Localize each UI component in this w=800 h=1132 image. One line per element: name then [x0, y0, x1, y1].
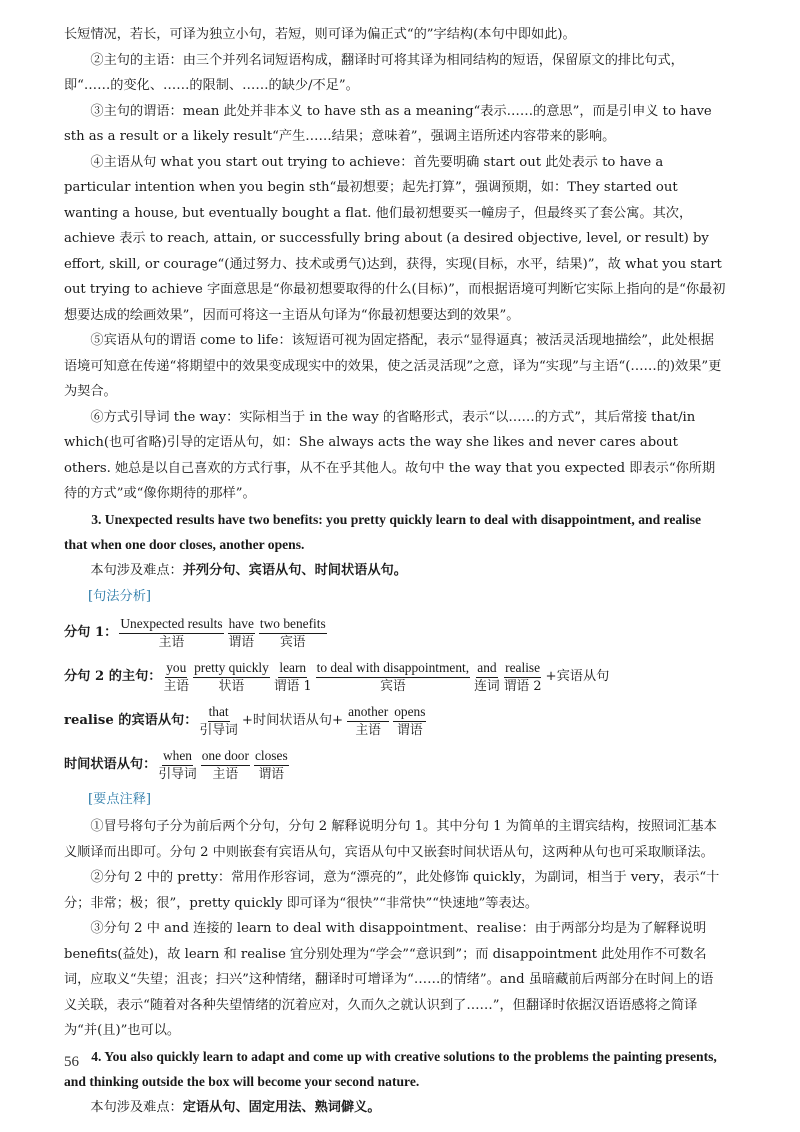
segment-word: pretty quickly [193, 658, 270, 678]
syntax-segment [199, 702, 237, 740]
segment-word: Unexpected results [119, 614, 223, 634]
syntax-row-label: realise 的宾语从句： [64, 712, 198, 728]
segment-word: closes [254, 746, 289, 766]
syntax-analysis [64, 614, 726, 786]
key-note-2: ②分句 2 中的 pretty：常用作形容词，意为“漂亮的”，此处修饰 quickly，为副词，相当于 very，表示“十分；非常；极；很”，pretty quickly 即可译为“很快”“非常快”“快速地”等表达。 [64, 870, 720, 911]
segment-word: one door [201, 746, 250, 766]
page-number: 56 [64, 1054, 79, 1070]
syntax-row-label: 分句 2 的主句： [64, 668, 162, 684]
segment-word: to deal with disappointment, [316, 658, 470, 678]
syntax-row [64, 702, 726, 742]
segment-word: two benefits [259, 614, 327, 634]
segment-role: 主语 [158, 634, 185, 650]
syntax-segment [259, 614, 327, 652]
segment-word: have [228, 614, 255, 634]
syntax-segment [504, 658, 542, 696]
syntax-analysis-heading: [句法分析] [88, 589, 152, 604]
syntax-segment [163, 658, 189, 696]
segment-word: opens [393, 702, 426, 722]
syntax-row-label: 分句 1： [64, 624, 118, 640]
syntax-row [64, 614, 726, 654]
syntax-segment [228, 614, 255, 652]
syntax-segment [201, 746, 250, 784]
paragraph-continued: 长短情况，若长，可译为独立小句，若短，则可译为偏正式“的”字结构(本句中即如此)。 [64, 27, 576, 42]
segment-role: 引导词 [199, 722, 238, 738]
segment-role: 谓语 2 [503, 678, 542, 694]
segment-role: 谓语 [258, 766, 285, 782]
segment-role: 谓语 [228, 634, 255, 650]
note-4-subject-clause: ④主语从句 what you start out trying to achieve：首先要明确 start out 此处表示 to have a particular intention when you begin sth“最初想要；起先打算”，强调预期，如：They started out wanting a house, but eventually bought a flat. 他们最初想要买一幢房子，但最终买了套公寓。其次，achieve 表示 to reach, attain, or successfully bring about (a desired objective, level, or result) by effort, skill, or courage“(通过努力、技术或勇气)达到，获得，实现(目标，水平，结果)”，故 what you start out trying to achieve 字面意思是“你最初想要取得的什么(目标)”，而根据语境可判断它实际上指向的是“你最初想要达成的绘画效果”，因而可将这一主语从句译为“你最初想要达到的效果”。 [64, 154, 726, 323]
segment-role: 引导词 [158, 766, 197, 782]
syntax-segment [316, 658, 470, 696]
key-notes-heading: [要点注释] [88, 791, 152, 807]
key-note-1: ①冒号将句子分为前后两个分句，分句 2 解释说明分句 1。其中分句 1 为简单的主谓宾结构，按照词汇基本义顺译而出即可。分句 2 中则嵌套有宾语从句，宾语从句中又嵌套时间状语从句，这两种从句也可采取顺译法。 [64, 819, 717, 860]
syntax-connector: +时间状语从句+ [241, 712, 344, 728]
syntax-segment [393, 702, 426, 740]
segment-word: you [165, 658, 187, 678]
syntax-segment [119, 614, 223, 652]
segment-role: 谓语 1 [273, 678, 312, 694]
segment-word: when [162, 746, 193, 766]
segment-word: learn [278, 658, 307, 678]
difficulty-points: 并列分句、宾语从句、时间状语从句。 [182, 562, 407, 578]
syntax-segment [254, 746, 289, 784]
key-note-3: ③分句 2 中 and 连接的 learn to deal with disappointment、realise：由于两部分均是为了解释说明 benefits(益处)，故 learn 和 realise 宜分别处理为“学会”“意识到”；而 disappointment 此处用作不可数名词，应取义“失望；沮丧；扫兴”这种情绪，翻译时可增译为“……的情绪”。and 虽暗藏前后两部分在时间上的语义关联，表示“随着对各种失望情绪的沉着应对，久而久之就认识到了……”，但翻译时依据汉语语感将之简译为“并(且)”也可以。 [64, 921, 714, 1038]
segment-word: that [208, 702, 230, 722]
segment-role: 主语 [163, 678, 190, 694]
note-6-the-way: ⑥方式引导词 the way：实际相当于 in the way 的省略形式，表示“以……的方式”，其后常接 that/in which(也可省略)引导的定语从句，如：She always acts the way she likes and never cares about others. 她总是以自己喜欢的方式行事，从不在乎其他人。故句中 the way that you expected 即表示“你所期待的方式”或“像你期待的那样”。 [64, 409, 716, 501]
syntax-segment [274, 658, 312, 696]
syntax-row-label: 时间状语从句： [64, 756, 157, 772]
segment-role: 主语 [355, 722, 381, 738]
note-5-object-clause: ⑤宾语从句的谓语 come to life：该短语可视为固定搭配，表示“显得逼真；被活灵活现地描绘”，此处根据语境可知意在传递“将期望中的效果变成现实中的效果，使之活灵活现”之意，译为“实现”与主语“(……的)效果”更为契合。 [64, 333, 722, 399]
segment-role: 状语 [218, 678, 245, 694]
syntax-row [64, 658, 726, 698]
syntax-segment [347, 702, 389, 740]
syntax-segment [158, 746, 196, 784]
sentence-4: 4. You also quickly learn to adapt and come up with creative solutions to the problems the painting presents, and thinking outside the box will become your second nature. [64, 1048, 717, 1089]
syntax-connector: +宾语从句 [545, 668, 610, 684]
segment-role: 宾语 [280, 634, 306, 650]
segment-role: 连词 [474, 678, 500, 694]
note-2-subject: ②主句的主语：由三个并列名词短语构成，翻译时可将其译为相同结构的短语，保留原文的排比句式，即“……的变化、……的限制、……的缺少/不足”。 [64, 52, 684, 93]
sentence-3: 3. Unexpected results have two benefits: you pretty quickly learn to deal with disappointment, and realise that when one door closes, another opens. [64, 511, 702, 552]
difficulty-line-3 [64, 558, 726, 584]
difficulty-label: 本句涉及难点： [90, 1099, 183, 1115]
difficulty-label: 本句涉及难点： [90, 562, 183, 578]
syntax-segment [474, 658, 500, 696]
segment-word: another [347, 702, 389, 722]
segment-word: and [476, 658, 497, 678]
difficulty-points: 定语从句、固定用法、熟词僻义。 [182, 1099, 381, 1115]
difficulty-line-4 [64, 1095, 726, 1121]
segment-word: realise [504, 658, 541, 678]
segment-role: 谓语 [397, 722, 423, 738]
syntax-segment [193, 658, 270, 696]
syntax-row [64, 746, 726, 786]
note-3-predicate: ③主句的谓语：mean 此处并非本义 to have sth as a meaning“表示……的意思”，而是引申义 to have sth as a result or a likely result“产生……结果；意味着”，强调主语所述内容带来的影响。 [64, 103, 712, 144]
segment-role: 宾语 [380, 678, 406, 694]
segment-role: 主语 [212, 766, 239, 782]
